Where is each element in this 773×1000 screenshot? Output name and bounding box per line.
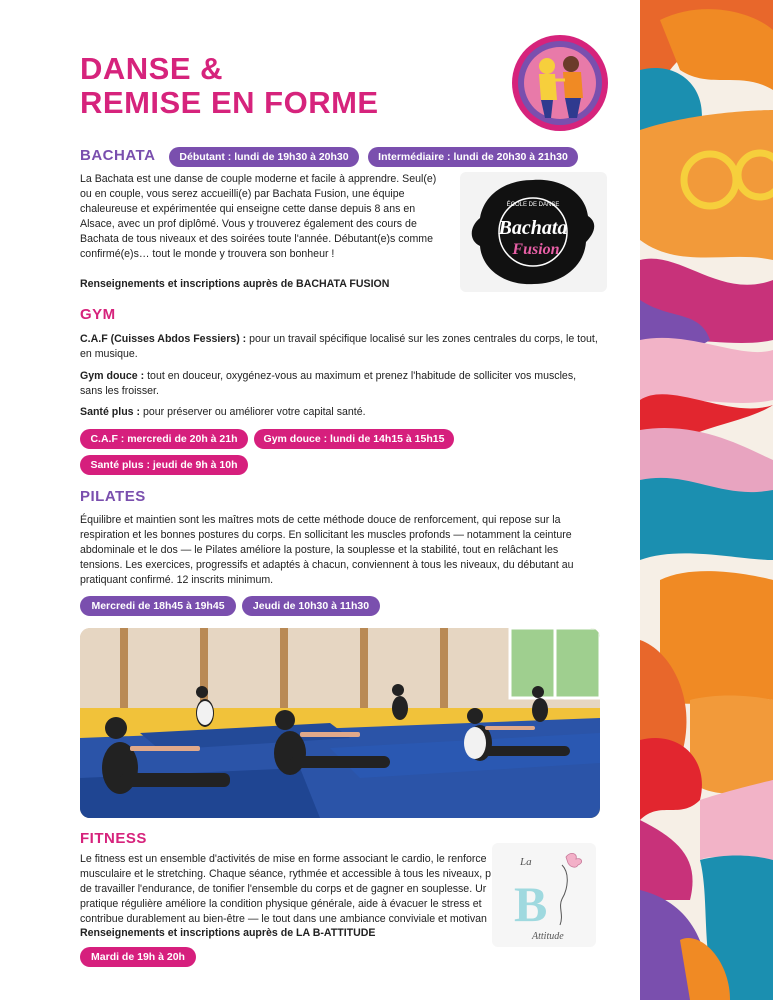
pilates-line: abdominale et le dos — le Pilates améliore la posture, la souplesse et la stabilité, tout en relâchant les: [80, 544, 559, 556]
gym-caf-term: C.A.F (Cuisses Abdos Fessiers) :: [80, 333, 247, 345]
pilates-class-photo: [80, 628, 600, 818]
abstract-pattern-illustration: [640, 0, 773, 1000]
gym-douce-line-1: [80, 369, 576, 384]
gym-sante-line: [80, 405, 366, 420]
pilates-line: tensions. Les exercices, progressifs et adaptés à chacun, conviennent à tous les niveaux, du débutant au: [80, 559, 574, 571]
gym-caf-line-1: [80, 332, 598, 347]
decorative-side-band: [640, 0, 773, 1000]
title-line-2: REMISE EN FORME: [80, 85, 379, 120]
fitness-line: Le fitness est un ensemble d'activités de mise en forme associant le cardio, le renforce: [80, 853, 487, 865]
pilates-line: Équilibre et maintien sont les maîtres mots de cette méthode douce de renforcement, qui repose sur la: [80, 514, 561, 526]
gym-caf-line-2: en musique.: [80, 348, 138, 360]
gym-heading: GYM: [80, 306, 116, 323]
logo-word-bachata: Bachata: [498, 217, 568, 239]
fitness-registration-info: Renseignements et inscriptions auprès de LA B-ATTITUDE: [80, 927, 376, 939]
page-title: [80, 52, 379, 120]
b-attitude-logo: [492, 843, 596, 947]
bachata-fusion-logo-graphic: [460, 172, 607, 292]
logo-small-word: Attitude: [532, 931, 564, 942]
pilates-line: pratiquant confirmé. 12 inscrits minimum.: [80, 574, 274, 586]
dance-couple-badge: [511, 34, 609, 132]
bachata-line: chaleureuse et expérimentée qui enseigne cette danse depuis 8 ans en: [80, 203, 416, 215]
fitness-schedule-badge: Mardi de 19h à 20h: [80, 947, 196, 967]
pilates-wednesday-schedule-badge: Mercredi de 18h45 à 19h45: [80, 596, 236, 616]
gym-sante-text: pour préserver ou améliorer votre capital santé.: [140, 406, 366, 418]
fitness-line: contribue durablement au bien-être — le tout dans une ambiance conviviale et motivan: [80, 913, 487, 925]
bachata-fusion-logo: [460, 172, 607, 292]
logo-top-text: ÉCOLE DE DANSE: [506, 202, 560, 208]
pilates-line: respiration et les bonnes postures du corps. En sollicitant les muscles profonds — notamment la ceinture: [80, 529, 572, 541]
bachata-line: Bachata de tous niveaux et des soirées toute l'année. Débutant(e)s comme: [80, 233, 434, 245]
bachata-intermediate-schedule-badge: Intermédiaire : lundi de 20h30 à 21h30: [368, 147, 578, 167]
dancers-illustration: [511, 34, 609, 132]
bachata-registration-info: Renseignements et inscriptions auprès de BACHATA FUSION: [80, 278, 390, 290]
b-attitude-logo-graphic: [492, 843, 596, 947]
gym-douce-term: Gym douce :: [80, 370, 145, 382]
bachata-line: Alsace, avec un prof diplômé. Vous y trouverez également des cours de: [80, 218, 417, 230]
gym-douce-text: tout en douceur, oxygénez-vous au maximum et prenez l'habitude de solliciter vos muscles,: [144, 370, 577, 382]
gym-douce-schedule-badge: Gym douce : lundi de 14h15 à 15h15: [254, 429, 454, 449]
gym-sante-term: Santé plus :: [80, 406, 141, 418]
logo-word-fusion: Fusion: [512, 241, 560, 258]
logo-big-letter: B: [514, 876, 548, 932]
gym-douce-line-2: sans les froisser.: [80, 385, 159, 397]
gym-sante-schedule-badge: Santé plus : jeudi de 9h à 10h: [80, 455, 248, 475]
bachata-line: confirmé(e)s… tout le monde y trouvera son bonheur !: [80, 248, 335, 260]
pilates-heading: PILATES: [80, 488, 146, 505]
fitness-line: musculaire et le stretching. Chaque séance, rythmée et accessible à tous les niveaux, p: [80, 868, 492, 880]
fitness-line: de travailler l'endurance, de tonifier l'ensemble du corps et de gagner en souplesse. Ur: [80, 883, 487, 895]
gym-caf-text: pour un travail spécifique localisé sur les zones centrales du corps, le tout,: [246, 333, 598, 345]
gym-caf-schedule-badge: C.A.F : mercredi de 20h à 21h: [80, 429, 248, 449]
logo-top-word: La: [520, 856, 532, 868]
bachata-line: La Bachata est une danse de couple moderne et facile à apprendre. Seul(e): [80, 173, 437, 185]
title-line-1: DANSE &: [80, 51, 224, 86]
fitness-heading: FITNESS: [80, 830, 147, 847]
bachata-line: ou en couple, vous serez accueilli(e) par Bachata Fusion, une équipe: [80, 188, 405, 200]
bachata-beginner-schedule-badge: Débutant : lundi de 19h30 à 20h30: [169, 147, 359, 167]
pilates-class-illustration: [80, 628, 600, 818]
pilates-thursday-schedule-badge: Jeudi de 10h30 à 11h30: [242, 596, 380, 616]
bachata-heading: BACHATA: [80, 147, 156, 164]
fitness-line: pratique régulière améliore la condition physique générale, aide à évacuer le stress et: [80, 898, 482, 910]
